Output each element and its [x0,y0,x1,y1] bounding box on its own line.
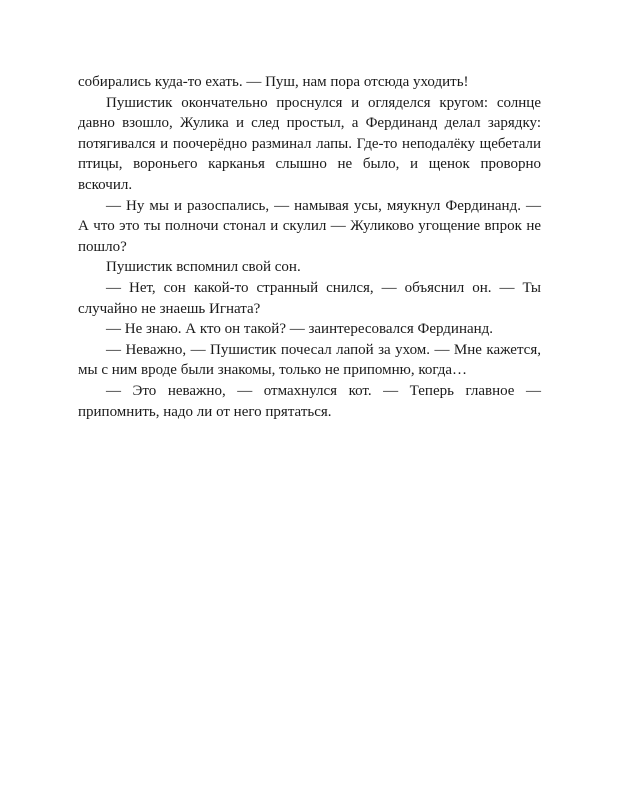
paragraph: — Нет, сон какой-то странный снился, — объяснил он. — Ты случайно не знаешь Игната? [78,279,541,317]
body-text [78,72,541,422]
paragraph: Пушистик вспомнил свой сон. [106,259,301,276]
paragraph: — Это неважно, — отмахнулся кот. — Теперь главное — припомнить, надо ли от него прятаться. [78,382,541,420]
paragraph: — Неважно, — Пушистик почесал лапой за ухом. — Мне кажется, мы с ним вроде были знакомы, только не припомню, когда… [78,341,541,379]
paragraph: Пушистик окончательно проснулся и огляделся кругом: солнце давно взошло, Жулика и след простыл, а Фердинанд делал зарядку: потягивался и поочерёдно разминал лапы. Где-то неподалёку щебетали птицы, вороньего карканья слышно не было, и щенок проворно вскочил. [78,94,541,193]
paragraph: — Ну мы и разоспались, — намывая усы, мяукнул Фердинанд. — А что это ты полночи стонал и скулил — Жуликово угощение впрок не пошло? [78,197,541,255]
paragraph: — Не знаю. А кто он такой? — заинтересовался Фердинанд. [106,321,494,338]
paragraph: собирались куда-то ехать. — Пуш, нам пора отсюда уходить! [78,74,469,90]
